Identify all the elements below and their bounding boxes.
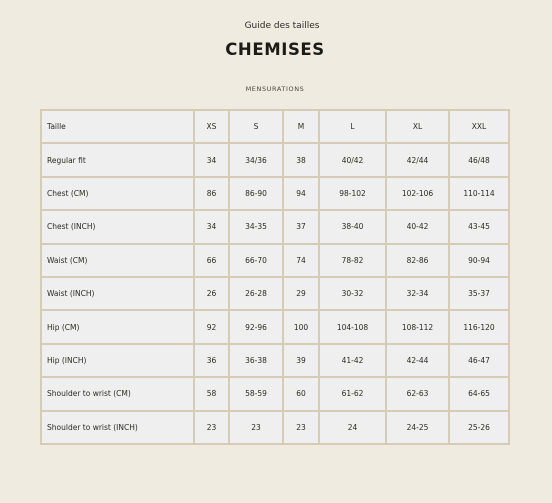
table-row [41, 210, 509, 243]
header-size-label: Taille [41, 110, 194, 143]
table-cell: 38-40 [319, 210, 386, 243]
table-cell: 34/36 [229, 143, 283, 176]
table-cell: 23 [194, 411, 229, 444]
table-cell: 46-47 [449, 344, 509, 377]
table-row [41, 310, 509, 343]
table-cell: 26-28 [229, 277, 283, 310]
table-cell: 102-106 [386, 177, 449, 210]
row-label: Chest (CM) [41, 177, 194, 210]
table-cell: 74 [283, 244, 319, 277]
table-cell: 46/48 [449, 143, 509, 176]
table-cell: 43-45 [449, 210, 509, 243]
header-size-xs: XS [194, 110, 229, 143]
header-size-m: M [283, 110, 319, 143]
row-label: Regular fit [41, 143, 194, 176]
row-label: Hip (INCH) [41, 344, 194, 377]
table-cell: 60 [283, 377, 319, 410]
table-cell: 38 [283, 143, 319, 176]
table-cell: 108-112 [386, 310, 449, 343]
table-cell: 100 [283, 310, 319, 343]
table-cell: 42-44 [386, 344, 449, 377]
table-cell: 42/44 [386, 143, 449, 176]
table-cell: 24 [319, 411, 386, 444]
table-cell: 116-120 [449, 310, 509, 343]
table-row [41, 143, 509, 176]
row-label: Chest (INCH) [41, 210, 194, 243]
table-cell: 92-96 [229, 310, 283, 343]
table-cell: 34 [194, 143, 229, 176]
table-cell: 23 [283, 411, 319, 444]
table-cell: 39 [283, 344, 319, 377]
table-cell: 34-35 [229, 210, 283, 243]
table-cell: 26 [194, 277, 229, 310]
table-cell: 36-38 [229, 344, 283, 377]
size-chart-table [40, 109, 510, 445]
table-cell: 82-86 [386, 244, 449, 277]
table-cell: 86 [194, 177, 229, 210]
table-cell: 104-108 [319, 310, 386, 343]
table-cell: 110-114 [449, 177, 509, 210]
header-size-l: L [319, 110, 386, 143]
header-size-s: S [229, 110, 283, 143]
table-cell: 94 [283, 177, 319, 210]
table-cell: 37 [283, 210, 319, 243]
table-row [41, 411, 509, 444]
table-cell: 23 [229, 411, 283, 444]
table-cell: 35-37 [449, 277, 509, 310]
table-cell: 78-82 [319, 244, 386, 277]
table-cell: 30-32 [319, 277, 386, 310]
table-cell: 40/42 [319, 143, 386, 176]
table-cell: 34 [194, 210, 229, 243]
table-cell: 36 [194, 344, 229, 377]
row-label: Shoulder to wrist (CM) [41, 377, 194, 410]
table-cell: 92 [194, 310, 229, 343]
row-label: Hip (CM) [41, 310, 194, 343]
header-size-xl: XL [386, 110, 449, 143]
table-cell: 64-65 [449, 377, 509, 410]
table-cell: 58 [194, 377, 229, 410]
table-row [41, 244, 509, 277]
header-size-xxl: XXL [449, 110, 509, 143]
table-row [41, 344, 509, 377]
table-cell: 62-63 [386, 377, 449, 410]
table-header-row [41, 110, 509, 143]
row-label: Waist (INCH) [41, 277, 194, 310]
page-title: CHEMISES [225, 40, 325, 59]
row-label: Shoulder to wrist (INCH) [41, 411, 194, 444]
table-cell: 66-70 [229, 244, 283, 277]
row-label: Waist (CM) [41, 244, 194, 277]
table-cell: 86-90 [229, 177, 283, 210]
table-cell: 41-42 [319, 344, 386, 377]
table-cell: 32-34 [386, 277, 449, 310]
table-cell: 40-42 [386, 210, 449, 243]
table-row [41, 377, 509, 410]
table-cell: 66 [194, 244, 229, 277]
table-row [41, 277, 509, 310]
measurements-section-label: MENSURATIONS [245, 85, 305, 93]
size-guide-subtitle: Guide des tailles [244, 21, 320, 31]
table-cell: 90-94 [449, 244, 509, 277]
table-cell: 29 [283, 277, 319, 310]
table-row [41, 177, 509, 210]
table-cell: 25-26 [449, 411, 509, 444]
table-cell: 58-59 [229, 377, 283, 410]
table-cell: 24-25 [386, 411, 449, 444]
table-cell: 98-102 [319, 177, 386, 210]
table-cell: 61-62 [319, 377, 386, 410]
